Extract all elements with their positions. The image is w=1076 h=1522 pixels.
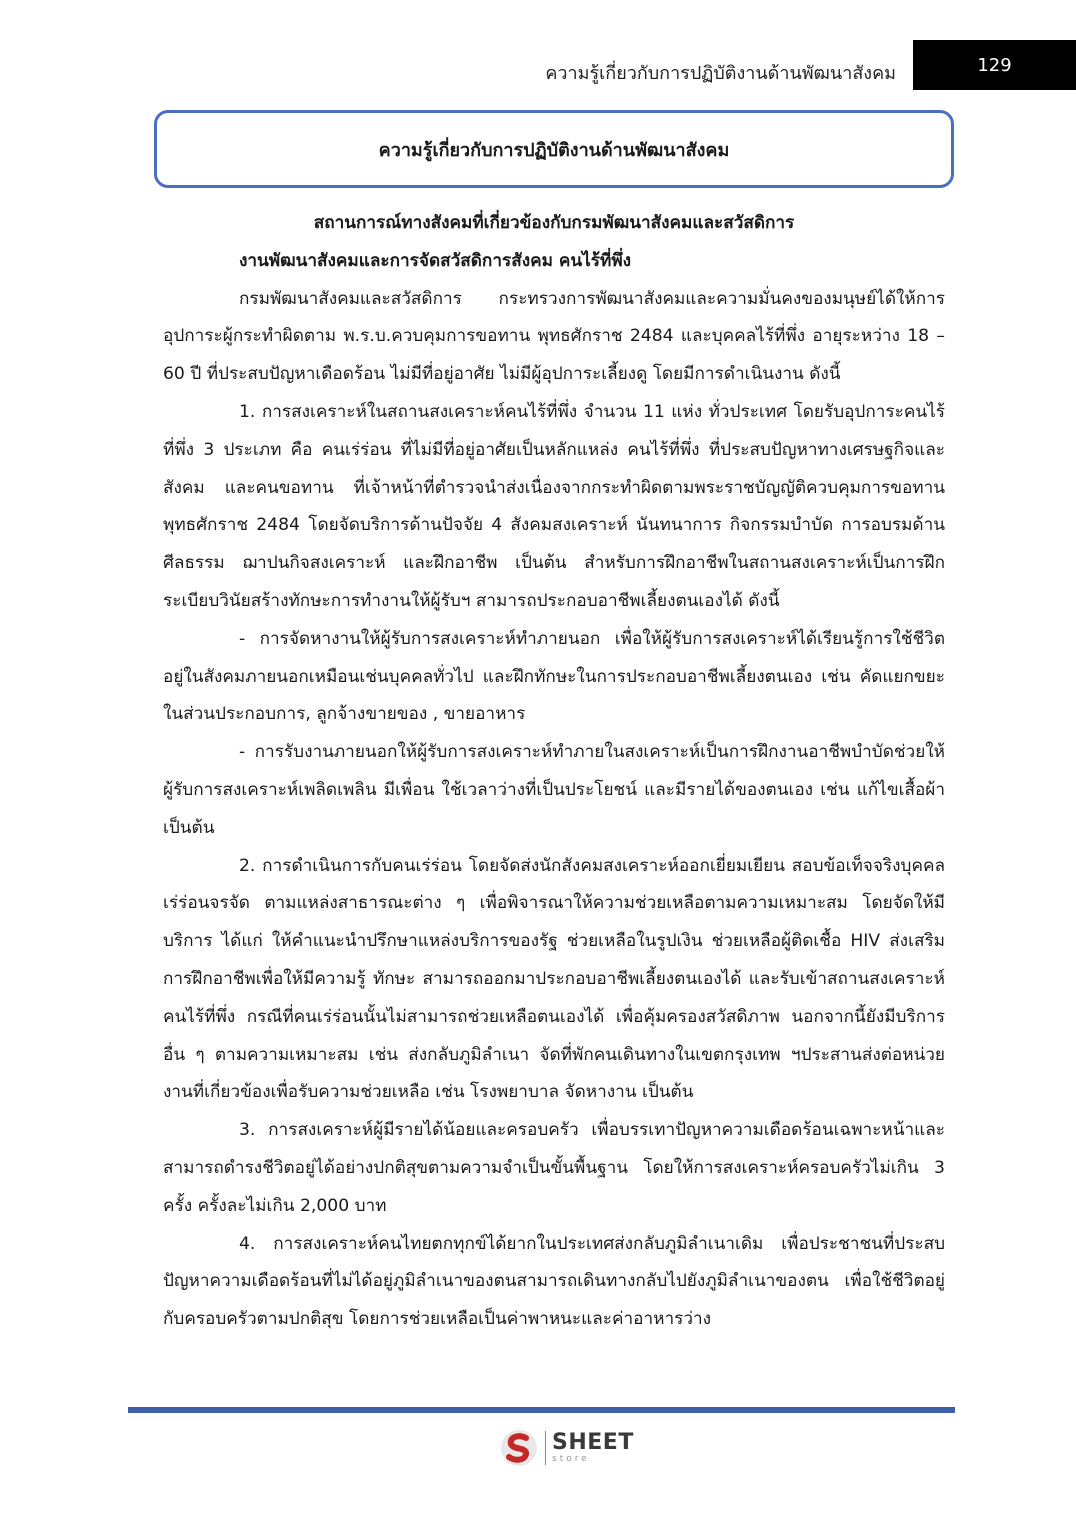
main-content (163, 205, 945, 1339)
page-number: 129 (913, 40, 1076, 90)
sub-heading: งานพัฒนาสังคมและการจัดสวัสดิการสังคม คนไร้ที่พึ่ง (239, 250, 632, 271)
paragraph-item-3: 3. การสงเคราะห์ผู้มีรายได้น้อยและครอบครัว เพื่อบรรเทาปัญหาความเดือดร้อนเฉพาะหน้าและสามารถดำรงชีวิตอยู่ได้อย่างปกติสุขตามความจำเป็นขั้นพื้นฐาน โดยให้การสงเคราะห์ครอบครัวไม่เกิน 3 ครั้ง ครั้งละไม่เกิน 2,000 บาท (163, 1120, 945, 1216)
paragraph-item-1: 1. การสงเคราะห์ในสถานสงเคราะห์คนไร้ที่พึ่ง จำนวน 11 แห่ง ทั่วประเทศ โดยรับอุปการะคนไร้ที่พึ่ง 3 ประเภท คือ คนเร่ร่อน ที่ไม่มีที่อยู่อาศัยเป็นหลักแหล่ง คนไร้ที่พึ่ง ที่ประสบปัญหาทางเศรษฐกิจและสังคม และคนขอทาน ที่เจ้าหน้าที่ตำรวจนำส่งเนื่องจากกระทำผิดตามพระราชบัญญัติควบคุมการขอทาน พุทธศักราช 2484 โดยจัดบริการด้านปัจจัย 4 สังคมสงเคราะห์ นันทนาการ กิจกรรมบำบัด การอบรมด้านศีลธรรม ฌาปนกิจสงเคราะห์ และฝึกอาชีพ เป็นต้น สำหรับการฝึกอาชีพในสถานสงเคราะห์เป็นการฝึกระเบียบวินัยสร้างทักษะการทำงานให้ผู้รับฯ สามารถประกอบอาชีพเลี้ยงตนเองได้ ดังนี้ (163, 401, 945, 611)
paragraph-item-2: 2. การดำเนินการกับคนเร่ร่อน โดยจัดส่งนักสังคมสงเคราะห์ออกเยี่ยมเยียน สอบข้อเท็จจริงบุคคลเร่ร่อนจรจัด ตามแหล่งสาธารณะต่าง ๆ เพื่อพิจารณาให้ความช่วยเหลือตามความเหมาะสม โดยจัดให้มีบริการ ได้แก่ ให้คำแนะนำปรึกษาแหล่งบริการของรัฐ ช่วยเหลือในรูปเงิน ช่วยเหลือผู้ติดเชื้อ HIV ส่งเสริมการฝึกอาชีพเพื่อให้มีความรู้ ทักษะ สามารถออกมาประกอบอาชีพเลี้ยงตนเองได้ และรับเข้าสถานสงเคราะห์คนไร้ที่พึ่ง กรณีที่คนเร่ร่อนนั้นไม่สามารถช่วยเหลือตนเองได้ เพื่อคุ้มครองสวัสดิภาพ นอกจากนี้ยังมีบริการอื่น ๆ ตามความเหมาะสม เช่น ส่งกลับภูมิลำเนา จัดที่พักคนเดินทางในเขตกรุงเทพ ฯประสานส่งต่อหน่วยงานที่เกี่ยวข้องเพื่อรับความช่วยเหลือ เช่น โรงพยาบาล จัดหางาน เป็นต้น (163, 855, 945, 1103)
sheet-logo-icon (499, 1428, 539, 1468)
chapter-title-text: ความรู้เกี่ยวกับการปฏิบัติงานด้านพัฒนาสังคม (378, 139, 730, 161)
sheet-store-logo (499, 1428, 634, 1468)
chapter-title-box (154, 110, 954, 188)
logo-divider (545, 1431, 546, 1465)
logo-word: SHEET (552, 1430, 634, 1455)
paragraph-item-4: 4. การสงเคราะห์คนไทยตกทุกข์ได้ยากในประเทศส่งกลับภูมิลำเนาเดิม เพื่อประชาชนที่ประสบปัญหาความเดือดร้อนที่ไม่ได้อยู่ภูมิลำเนาของตนสามารถเดินทางกลับไปยังภูมิลำเนาของตน เพื่อใช้ชีวิตอยู่กับครอบครัวตามปกติสุข โดยการช่วยเหลือเป็นค่าพาหนะและค่าอาหารว่าง (163, 1233, 945, 1330)
logo-text-group (552, 1432, 634, 1464)
section-heading: สถานการณ์ทางสังคมที่เกี่ยวข้องกับกรมพัฒนาสังคมและสวัสดิการ (313, 213, 795, 233)
paragraph-intro: กรมพัฒนาสังคมและสวัสดิการ กระทรวงการพัฒนาสังคมและความมั่นคงของมนุษย์ได้ให้การอุปการะผู้กระทำผิดตาม พ.ร.บ.ควบคุมการขอทาน พุทธศักราช 2484 และบุคคลไร้ที่พึ่ง อายุระหว่าง 18 – 60 ปี ที่ประสบปัญหาเดือดร้อน ไม่มีที่อยู่อาศัย ไม่มีผู้อุปการะเลี้ยงดู โดยมีการดำเนินงาน ดังนี้ (163, 288, 945, 385)
footer-divider (128, 1407, 955, 1413)
running-header-title: ความรู้เกี่ยวกับการปฏิบัติงานด้านพัฒนาสังคม (545, 63, 896, 84)
paragraph-bullet-external-work: - การจัดหางานให้ผู้รับการสงเคราะห์ทำภายนอก เพื่อให้ผู้รับการสงเคราะห์ได้เรียนรู้การใช้ชีวิตอยู่ในสังคมภายนอกเหมือนเช่นบุคคลทั่วไป และฝึกทักษะในการประกอบอาชีพเลี้ยงตนเอง เช่น คัดแยกขยะในส่วนประกอบการ, ลูกจ้างขายของ , ขายอาหาร (163, 628, 945, 725)
paragraph-bullet-internal-work: - การรับงานภายนอกให้ผู้รับการสงเคราะห์ทำภายในสงเคราะห์เป็นการฝึกงานอาชีพบำบัดช่วยให้ผู้รับการสงเคราะห์เพลิดเพลิน มีเพื่อน ใช้เวลาว่างที่เป็นประโยชน์ และมีรายได้ของตนเอง เช่น แก้ไขเสื้อผ้า เป็นต้น (163, 742, 945, 838)
logo-subtext: store (552, 1454, 590, 1464)
